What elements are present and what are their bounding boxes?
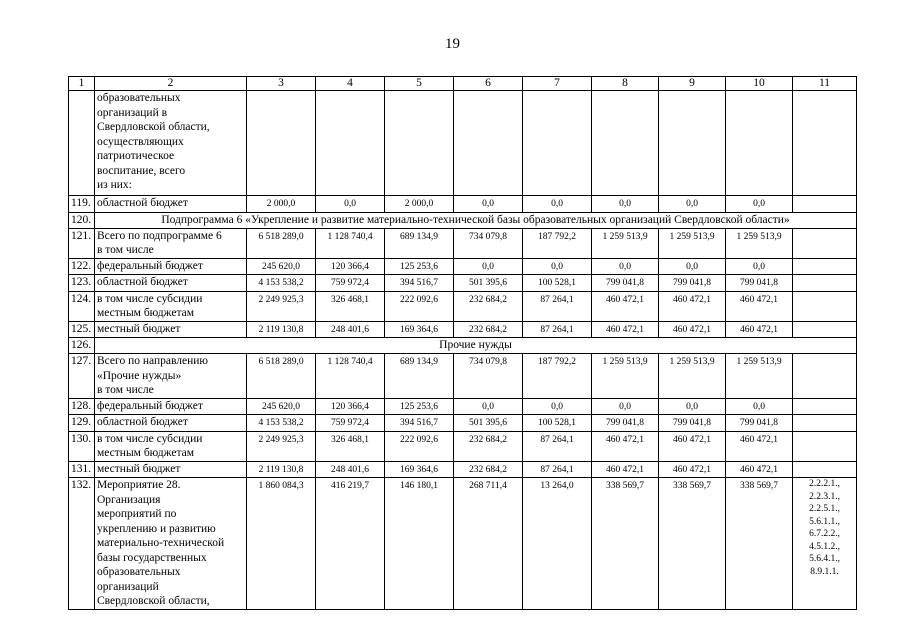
value-cell: 460 472,1 <box>659 461 726 478</box>
row-label: областной бюджет <box>95 275 247 292</box>
row-label: Всего по направлению «Прочие нужды» в том числе <box>95 354 247 399</box>
row-number: 124. <box>69 291 95 321</box>
value-cell: 4 153 538,2 <box>247 275 316 292</box>
value-cell: 0,0 <box>592 398 659 415</box>
value-cell: 87 264,1 <box>523 461 592 478</box>
budget-table <box>68 76 857 610</box>
col-header: 6 <box>454 77 523 91</box>
value-cell: 1 259 513,9 <box>659 228 726 258</box>
row-number: 126. <box>69 338 95 354</box>
table-row <box>69 196 857 213</box>
value-cell: 245 620,0 <box>247 398 316 415</box>
value-cell: 460 472,1 <box>592 431 659 461</box>
row-label: федеральный бюджет <box>95 258 247 275</box>
col-header: 5 <box>385 77 454 91</box>
col-header: 7 <box>523 77 592 91</box>
value-cell: 460 472,1 <box>726 321 793 338</box>
row-label: Всего по подпрограмме 6 в том числе <box>95 228 247 258</box>
header-row <box>69 77 857 91</box>
table-row <box>69 431 857 461</box>
table-row <box>69 478 857 610</box>
value-cell: 0,0 <box>726 258 793 275</box>
value-cell: 460 472,1 <box>726 291 793 321</box>
col-header: 1 <box>69 77 95 91</box>
section-row <box>69 212 857 228</box>
value-cell: 2 000,0 <box>247 196 316 213</box>
row-label: в том числе субсидии местным бюджетам <box>95 291 247 321</box>
value-cell: 0,0 <box>659 196 726 213</box>
table-row <box>69 91 857 196</box>
value-cell: 0,0 <box>316 196 385 213</box>
row-label: местный бюджет <box>95 321 247 338</box>
value-cell: 799 041,8 <box>592 415 659 432</box>
row-number: 130. <box>69 431 95 461</box>
col-header: 10 <box>726 77 793 91</box>
value-cell: 0,0 <box>592 258 659 275</box>
value-cell: 1 259 513,9 <box>726 354 793 399</box>
value-cell: 232 684,2 <box>454 291 523 321</box>
value-cell: 187 792,2 <box>523 228 592 258</box>
value-cell: 460 472,1 <box>659 321 726 338</box>
section-title: Прочие нужды <box>95 338 857 354</box>
value-cell: 460 472,1 <box>592 321 659 338</box>
value-cell: 689 134,9 <box>385 354 454 399</box>
value-cell: 245 620,0 <box>247 258 316 275</box>
col-header: 2 <box>95 77 247 91</box>
value-cell: 2 249 925,3 <box>247 291 316 321</box>
value-cell: 1 259 513,9 <box>592 228 659 258</box>
target-codes: 2.2.2.1., 2.2.3.1., 2.2.5.1., 5.6.1.1., 6.7.2.2., 4.5.1.2., 5.6.4.1., 8.9.1.1. <box>793 478 857 610</box>
value-cell: 338 569,7 <box>726 478 793 610</box>
row-label: областной бюджет <box>95 196 247 213</box>
value-cell: 689 134,9 <box>385 228 454 258</box>
value-cell: 394 516,7 <box>385 415 454 432</box>
value-cell: 759 972,4 <box>316 415 385 432</box>
value-cell: 0,0 <box>659 258 726 275</box>
value-cell: 232 684,2 <box>454 321 523 338</box>
value-cell: 460 472,1 <box>592 291 659 321</box>
row-label: образовательных организаций в Свердловской области, осуществляющих патриотическое воспитание, всего из них: <box>95 91 247 196</box>
value-cell: 0,0 <box>592 196 659 213</box>
value-cell: 222 092,6 <box>385 431 454 461</box>
row-number: 120. <box>69 212 95 228</box>
value-cell: 100 528,1 <box>523 415 592 432</box>
value-cell: 734 079,8 <box>454 228 523 258</box>
table-row <box>69 258 857 275</box>
row-label: федеральный бюджет <box>95 398 247 415</box>
value-cell: 169 364,6 <box>385 321 454 338</box>
table-row <box>69 275 857 292</box>
row-number: 125. <box>69 321 95 338</box>
value-cell: 2 249 925,3 <box>247 431 316 461</box>
col-header: 11 <box>793 77 857 91</box>
value-cell: 460 472,1 <box>726 431 793 461</box>
value-cell: 1 259 513,9 <box>592 354 659 399</box>
value-cell: 0,0 <box>523 398 592 415</box>
value-cell: 146 180,1 <box>385 478 454 610</box>
table-row <box>69 354 857 399</box>
row-label: областной бюджет <box>95 415 247 432</box>
col-header: 9 <box>659 77 726 91</box>
value-cell: 416 219,7 <box>316 478 385 610</box>
value-cell: 799 041,8 <box>726 415 793 432</box>
table-row <box>69 291 857 321</box>
value-cell: 1 259 513,9 <box>726 228 793 258</box>
table-row <box>69 461 857 478</box>
row-number: 123. <box>69 275 95 292</box>
value-cell: 799 041,8 <box>726 275 793 292</box>
value-cell: 394 516,7 <box>385 275 454 292</box>
value-cell: 6 518 289,0 <box>247 228 316 258</box>
section-row <box>69 338 857 354</box>
value-cell: 120 366,4 <box>316 398 385 415</box>
value-cell: 326 468,1 <box>316 291 385 321</box>
value-cell: 0,0 <box>726 398 793 415</box>
value-cell: 799 041,8 <box>659 275 726 292</box>
value-cell: 460 472,1 <box>726 461 793 478</box>
value-cell: 0,0 <box>659 398 726 415</box>
value-cell: 501 395,6 <box>454 415 523 432</box>
value-cell: 0,0 <box>726 196 793 213</box>
section-title: Подпрограмма 6 «Укрепление и развитие материально-технической базы образовательных организаций Свердловской области» <box>95 212 857 228</box>
col-header: 8 <box>592 77 659 91</box>
col-header: 3 <box>247 77 316 91</box>
value-cell: 4 153 538,2 <box>247 415 316 432</box>
value-cell: 248 401,6 <box>316 321 385 338</box>
value-cell: 2 000,0 <box>385 196 454 213</box>
value-cell: 338 569,7 <box>659 478 726 610</box>
value-cell: 734 079,8 <box>454 354 523 399</box>
value-cell: 13 264,0 <box>523 478 592 610</box>
value-cell: 1 128 740,4 <box>316 228 385 258</box>
row-number: 129. <box>69 415 95 432</box>
value-cell: 501 395,6 <box>454 275 523 292</box>
value-cell: 1 860 084,3 <box>247 478 316 610</box>
row-label: в том числе субсидии местным бюджетам <box>95 431 247 461</box>
value-cell: 2 119 130,8 <box>247 321 316 338</box>
col-header: 4 <box>316 77 385 91</box>
row-number: 121. <box>69 228 95 258</box>
value-cell: 232 684,2 <box>454 461 523 478</box>
value-cell: 1 128 740,4 <box>316 354 385 399</box>
value-cell: 338 569,7 <box>592 478 659 610</box>
value-cell: 222 092,6 <box>385 291 454 321</box>
row-label: местный бюджет <box>95 461 247 478</box>
value-cell: 87 264,1 <box>523 321 592 338</box>
value-cell: 232 684,2 <box>454 431 523 461</box>
value-cell: 460 472,1 <box>592 461 659 478</box>
value-cell: 1 259 513,9 <box>659 354 726 399</box>
value-cell: 460 472,1 <box>659 291 726 321</box>
value-cell: 125 253,6 <box>385 258 454 275</box>
value-cell: 799 041,8 <box>659 415 726 432</box>
value-cell: 120 366,4 <box>316 258 385 275</box>
table-row <box>69 228 857 258</box>
table-row <box>69 321 857 338</box>
row-number: 128. <box>69 398 95 415</box>
value-cell: 2 119 130,8 <box>247 461 316 478</box>
value-cell: 100 528,1 <box>523 275 592 292</box>
value-cell: 0,0 <box>523 196 592 213</box>
row-number: 132. <box>69 478 95 610</box>
value-cell: 0,0 <box>523 258 592 275</box>
value-cell: 187 792,2 <box>523 354 592 399</box>
value-cell: 268 711,4 <box>454 478 523 610</box>
value-cell: 460 472,1 <box>659 431 726 461</box>
value-cell: 248 401,6 <box>316 461 385 478</box>
value-cell: 0,0 <box>454 258 523 275</box>
value-cell: 87 264,1 <box>523 291 592 321</box>
value-cell: 759 972,4 <box>316 275 385 292</box>
value-cell: 169 364,6 <box>385 461 454 478</box>
row-number: 122. <box>69 258 95 275</box>
value-cell: 0,0 <box>454 196 523 213</box>
value-cell: 125 253,6 <box>385 398 454 415</box>
row-number: 127. <box>69 354 95 399</box>
value-cell: 799 041,8 <box>592 275 659 292</box>
page-number: 19 <box>445 36 460 52</box>
table-row <box>69 398 857 415</box>
row-number: 131. <box>69 461 95 478</box>
value-cell: 6 518 289,0 <box>247 354 316 399</box>
value-cell: 0,0 <box>454 398 523 415</box>
value-cell: 87 264,1 <box>523 431 592 461</box>
row-label: Мероприятие 28. Организация мероприятий по укреплению и развитию материально-технической базы государственных образовательных организаций Свердловской области, <box>95 478 247 610</box>
value-cell: 326 468,1 <box>316 431 385 461</box>
row-number: 119. <box>69 196 95 213</box>
table-row <box>69 415 857 432</box>
